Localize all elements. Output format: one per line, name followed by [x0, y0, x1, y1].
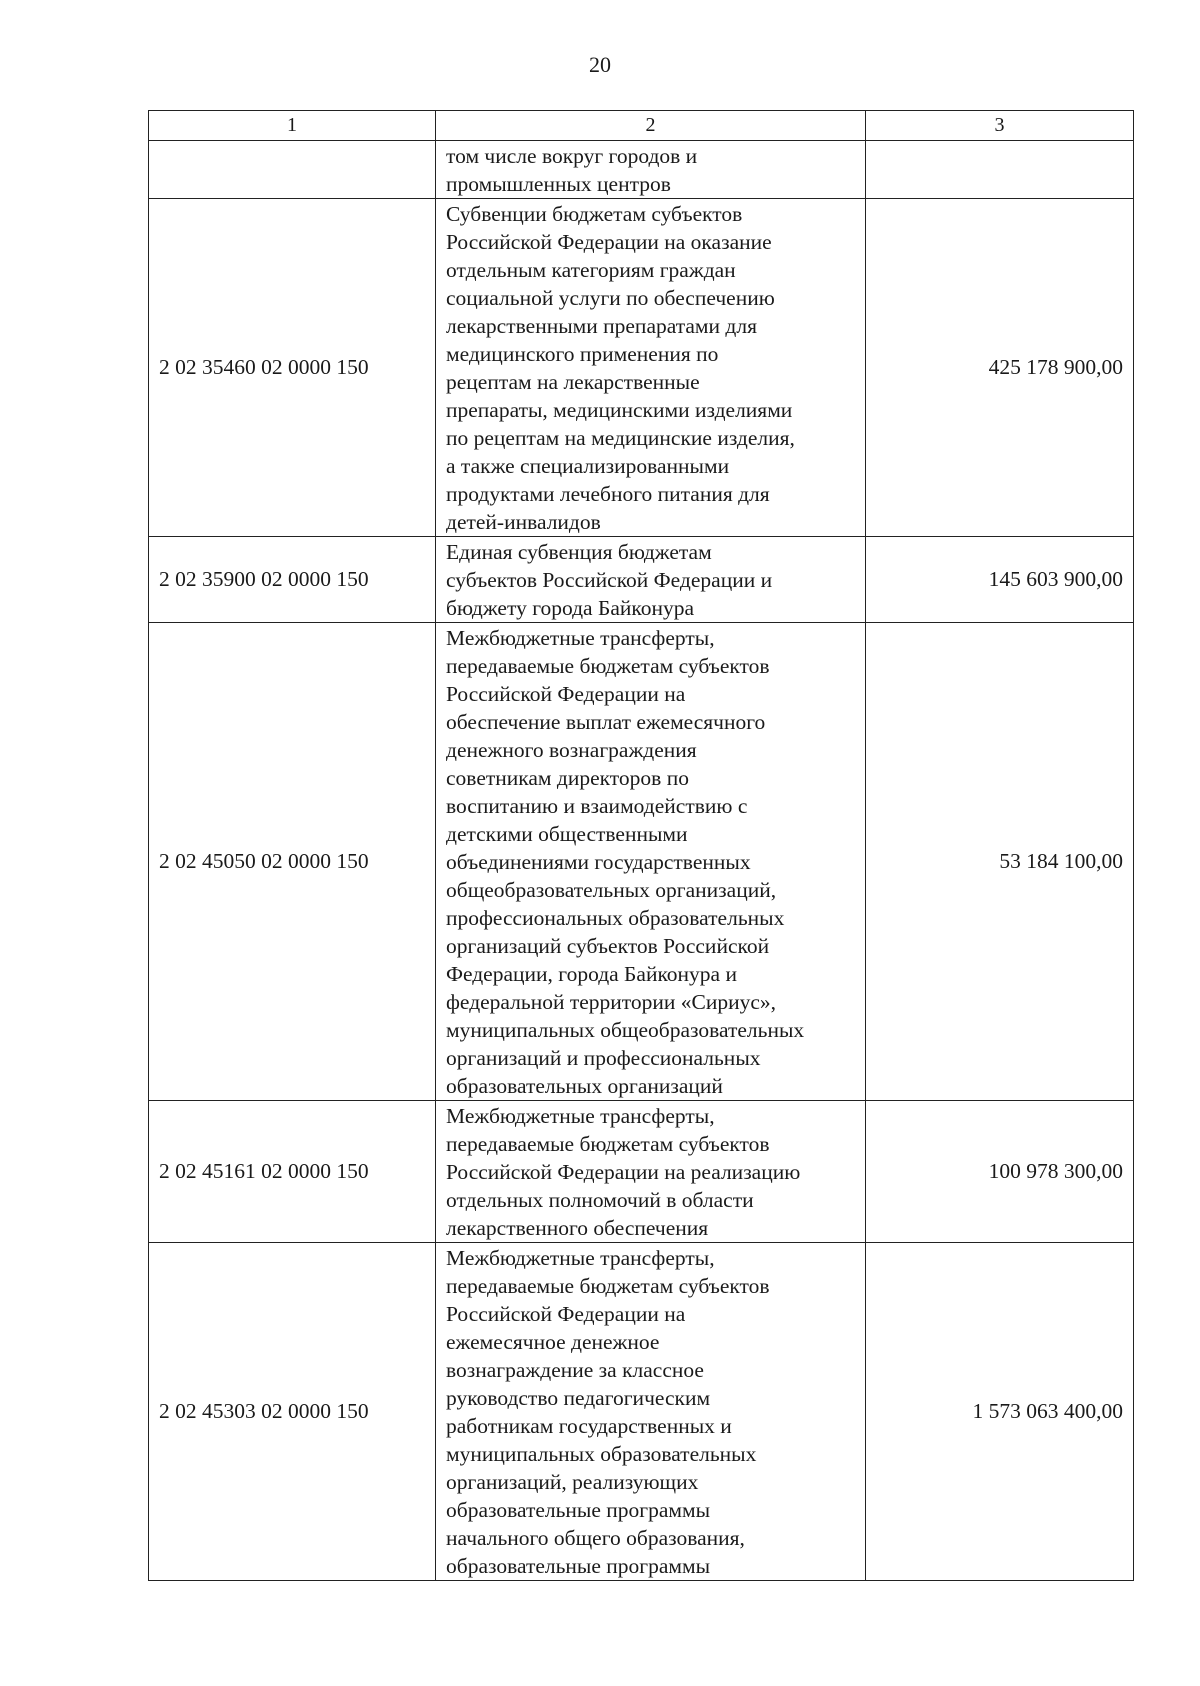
description-line: препараты, медицинскими изделиями [446, 398, 793, 422]
table-row [149, 199, 1134, 537]
table-row [149, 1101, 1134, 1243]
description-line: профессиональных образовательных [446, 906, 785, 930]
table-header-row [149, 111, 1134, 141]
description-line: рецептам на лекарственные [446, 370, 700, 394]
description-line: лекарственными препаратами для [446, 314, 757, 338]
description-line: работникам государственных и [446, 1414, 732, 1438]
description-line: промышленных центров [446, 172, 671, 196]
row-code: 2 02 45050 02 0000 150 [149, 623, 436, 1101]
budget-table [148, 110, 1134, 1581]
row-description [436, 1101, 866, 1243]
description-line: медицинского применения по [446, 342, 719, 366]
description-line: советникам директоров по [446, 766, 689, 790]
description-line: отдельным категориям граждан [446, 258, 736, 282]
description-line: Российской Федерации на [446, 682, 686, 706]
description-line: детскими общественными [446, 822, 688, 846]
header-col-1: 1 [149, 111, 436, 141]
row-amount: 53 184 100,00 [866, 623, 1134, 1101]
row-amount [866, 141, 1134, 199]
table-row [149, 141, 1134, 199]
row-amount: 145 603 900,00 [866, 537, 1134, 623]
description-line: организаций и профессиональных [446, 1046, 761, 1070]
description-line: денежного вознаграждения [446, 738, 697, 762]
description-line: Межбюджетные трансферты, [446, 1104, 715, 1128]
description-line: начального общего образования, [446, 1526, 745, 1550]
description-line: отдельных полномочий в области [446, 1188, 754, 1212]
description-line: Субвенции бюджетам субъектов [446, 202, 743, 226]
row-amount: 1 573 063 400,00 [866, 1243, 1134, 1581]
description-line: бюджету города Байконура [446, 596, 695, 620]
description-line: общеобразовательных организаций, [446, 878, 777, 902]
description-line: ежемесячное денежное [446, 1330, 660, 1354]
row-description [436, 199, 866, 537]
description-line: воспитанию и взаимодействию с [446, 794, 748, 818]
description-line: передаваемые бюджетам субъектов [446, 654, 770, 678]
row-code [149, 141, 436, 199]
description-line: Российской Федерации на оказание [446, 230, 772, 254]
description-line: Межбюджетные трансферты, [446, 626, 715, 650]
description-line: муниципальных образовательных [446, 1442, 757, 1466]
description-line: субъектов Российской Федерации и [446, 568, 773, 592]
row-code: 2 02 45161 02 0000 150 [149, 1101, 436, 1243]
row-description [436, 537, 866, 623]
table-row [149, 1243, 1134, 1581]
description-line: организаций, реализующих [446, 1470, 699, 1494]
row-code: 2 02 35460 02 0000 150 [149, 199, 436, 537]
row-description [436, 141, 866, 199]
description-line: образовательные программы [446, 1498, 711, 1522]
description-line: детей-инвалидов [446, 510, 601, 534]
description-line: образовательных организаций [446, 1074, 723, 1098]
description-line: Межбюджетные трансферты, [446, 1246, 715, 1270]
row-code: 2 02 45303 02 0000 150 [149, 1243, 436, 1581]
description-line: Российской Федерации на реализацию [446, 1160, 801, 1184]
description-line: социальной услуги по обеспечению [446, 286, 775, 310]
row-code: 2 02 35900 02 0000 150 [149, 537, 436, 623]
row-description [436, 623, 866, 1101]
description-line: объединениями государственных [446, 850, 751, 874]
description-line: том числе вокруг городов и [446, 144, 698, 168]
description-line: передаваемые бюджетам субъектов [446, 1274, 770, 1298]
row-amount: 425 178 900,00 [866, 199, 1134, 537]
description-line: муниципальных общеобразовательных [446, 1018, 805, 1042]
header-col-3: 3 [866, 111, 1134, 141]
page-number: 20 [589, 52, 611, 77]
row-amount: 100 978 300,00 [866, 1101, 1134, 1243]
description-line: организаций субъектов Российской [446, 934, 770, 958]
description-line: а также специализированными [446, 454, 730, 478]
description-line: Единая субвенция бюджетам [446, 540, 712, 564]
table-row [149, 537, 1134, 623]
description-line: руководство педагогическим [446, 1386, 711, 1410]
description-line: образовательные программы [446, 1554, 711, 1578]
description-line: обеспечение выплат ежемесячного [446, 710, 766, 734]
description-line: передаваемые бюджетам субъектов [446, 1132, 770, 1156]
description-line: федеральной территории «Сириус», [446, 990, 777, 1014]
row-description [436, 1243, 866, 1581]
description-line: продуктами лечебного питания для [446, 482, 770, 506]
description-line: лекарственного обеспечения [446, 1216, 709, 1240]
table-row [149, 623, 1134, 1101]
description-line: Российской Федерации на [446, 1302, 686, 1326]
description-line: вознаграждение за классное [446, 1358, 704, 1382]
description-line: по рецептам на медицинские изделия, [446, 426, 795, 450]
description-line: Федерации, города Байконура и [446, 962, 737, 986]
header-col-2: 2 [436, 111, 866, 141]
